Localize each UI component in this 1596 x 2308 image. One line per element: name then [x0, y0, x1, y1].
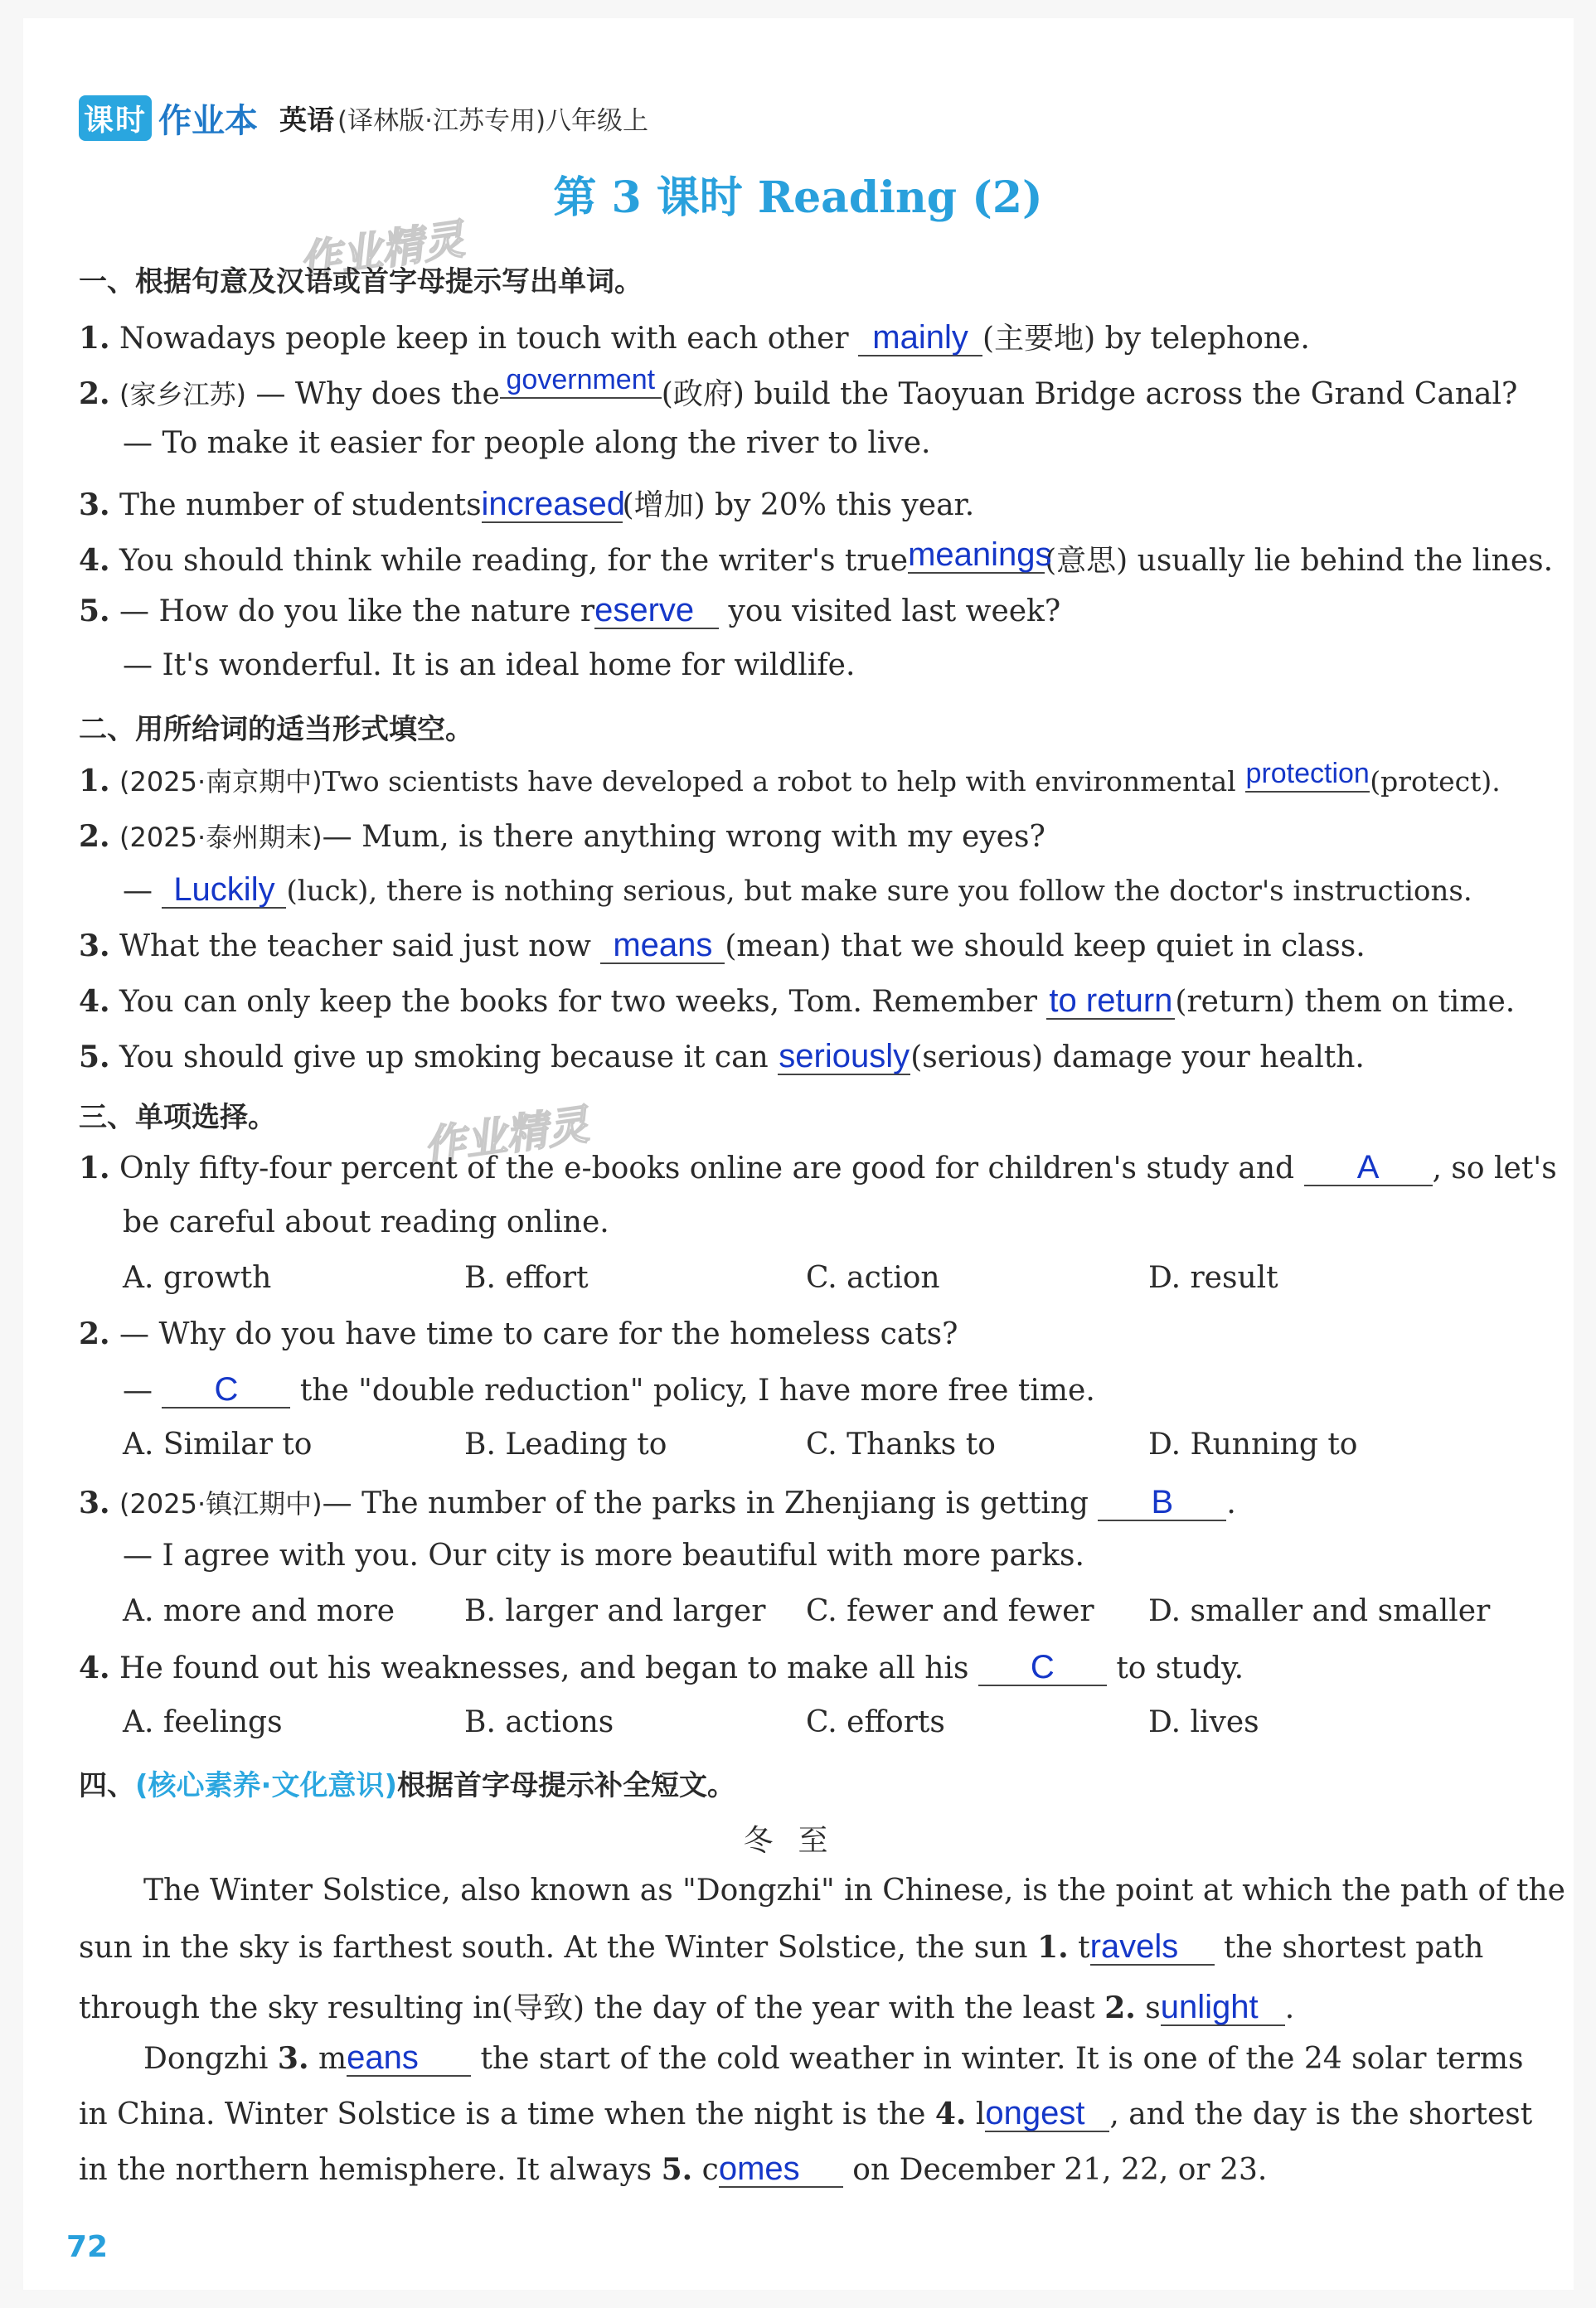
question-line: 3. (2025·镇江期中)— The number of the parks in Zhenjiang is getting B .: [79, 1484, 1236, 1520]
option[interactable]: D. result: [1148, 1261, 1278, 1295]
lesson-title: 第 3 课时 Reading (2): [553, 172, 1043, 223]
passage-line: through the sky resulting in(导致) the day of the year with the least 2. sunlight .: [79, 1989, 1295, 2025]
answer-blank: protection: [1245, 756, 1370, 793]
question-line: 2. — Why do you have time to care for the homeless cats?: [79, 1316, 958, 1351]
answer-blank: eserve: [594, 593, 719, 629]
question-line: — I agree with you. Our city is more beautiful with more parks.: [123, 1539, 1084, 1573]
section-title: 四、(核心素养·文化意识)根据首字母提示补全短文。: [79, 1769, 735, 1802]
header-edition: (译林版·江苏专用)八年级上: [337, 105, 649, 136]
answer-blank: omes: [719, 2151, 843, 2188]
answer-blank: B: [1098, 1485, 1226, 1521]
question-line: 4. He found out his weaknesses, and began to make all his C to study.: [79, 1649, 1244, 1685]
question-line: — C the "double reduction" policy, I have more free time.: [123, 1371, 1095, 1408]
question-line: — To make it easier for people along the river to live.: [123, 426, 931, 460]
answer-blank: government: [500, 362, 662, 399]
question-line: 3. What the teacher said just now means (mean) that we should keep quiet in class.: [79, 927, 1366, 963]
answer-blank: C: [978, 1650, 1107, 1686]
page-number: 72: [66, 2230, 109, 2264]
option[interactable]: B. actions: [464, 1705, 614, 1739]
watermark: 作业精灵: [296, 215, 468, 286]
option[interactable]: D. Running to: [1148, 1428, 1358, 1462]
option[interactable]: D. smaller and smaller: [1148, 1594, 1491, 1628]
answer-blank: meanings: [908, 536, 1052, 573]
option[interactable]: A. more and more: [123, 1594, 395, 1628]
answer-blank: to return: [1046, 983, 1175, 1020]
section-title: 一、根据句意及汉语或首字母提示写出单词。: [79, 265, 643, 298]
logo-mark: 课时: [79, 95, 152, 141]
option[interactable]: C. efforts: [806, 1705, 945, 1739]
question-line: — It's wonderful. It is an ideal home for wildlife.: [123, 648, 856, 682]
passage-line: in China. Winter Solstice is a time when the night is the 4. longest , and the day is the shortest: [79, 2095, 1533, 2131]
section-tag: (核心素养·文化意识): [135, 1769, 397, 1802]
passage-title: 冬至: [743, 1824, 853, 1858]
answer-blank: mainly: [858, 320, 982, 356]
answer-blank: ravels: [1090, 1929, 1215, 1966]
passage-line: The Winter Solstice, also known as "Dongzhi" in Chinese, is the point at which the path of the: [143, 1874, 1565, 1908]
question-line: 2. (家乡江苏) — Why does the government (政府) build the Taoyuan Bridge across the Grand Canal?: [79, 364, 1518, 411]
option[interactable]: B. Leading to: [464, 1428, 667, 1462]
logo: [79, 95, 258, 142]
option[interactable]: C. action: [806, 1261, 940, 1295]
logo-text: 作业本: [158, 101, 259, 140]
option[interactable]: D. lives: [1148, 1705, 1259, 1739]
answer-blank: Luckily: [162, 872, 286, 909]
question-line: 1. (2025·南京期中)Two scientists have developed a robot to help with environmental protection(protect).: [79, 758, 1501, 798]
answer-blank: means: [600, 928, 725, 964]
question-line: 1. Nowadays people keep in touch with each other mainly (主要地) by telephone.: [79, 319, 1310, 356]
question-line: 2. (2025·泰州期末)— Mum, is there anything wrong with my eyes?: [79, 819, 1045, 854]
watermark: 作业精灵: [420, 1100, 592, 1171]
passage-line: sun in the sky is farthest south. At the Winter Solstice, the sun 1. travels the shortest path: [79, 1928, 1484, 1965]
question-line: 1. Only fifty-four percent of the e-books online are good for children's study and A , so let's: [79, 1149, 1557, 1186]
question-line: 4. You should think while reading, for the writer's truemeanings(意思) usually lie behind the lines.: [79, 536, 1554, 578]
answer-blank: seriously: [779, 1038, 910, 1074]
answer-blank: ongest: [985, 2096, 1109, 2132]
option[interactable]: A. growth: [123, 1261, 272, 1295]
section-title: 二、用所给词的适当形式填空。: [79, 713, 473, 746]
section-title: 三、单项选择。: [79, 1101, 276, 1134]
option[interactable]: B. effort: [464, 1261, 589, 1295]
answer-blank: unlight: [1161, 1990, 1285, 2026]
question-line: 5. You should give up smoking because it can seriously(serious) damage your health.: [79, 1038, 1365, 1074]
question-line: — Luckily (luck), there is nothing serious, but make sure you follow the doctor's instructions.: [123, 871, 1472, 908]
answer-blank: increased: [481, 486, 625, 522]
option[interactable]: B. larger and larger: [464, 1594, 766, 1628]
passage-line: in the northern hemisphere. It always 5. comes on December 21, 22, or 23.: [79, 2150, 1268, 2187]
option[interactable]: C. Thanks to: [806, 1428, 996, 1462]
question-line: 4. You can only keep the books for two weeks, Tom. Remember to return(return) them on time.: [79, 982, 1516, 1019]
question-line: 3. The number of studentsincreased(增加) by 20% this year.: [79, 486, 975, 522]
passage-line: Dongzhi 3. means the start of the cold weather in winter. It is one of the 24 solar terms: [143, 2039, 1524, 2076]
header: [79, 93, 648, 143]
question-line: 5. — How do you like the nature reserve you visited last week?: [79, 592, 1061, 628]
answer-blank: A: [1304, 1150, 1433, 1186]
option[interactable]: A. Similar to: [123, 1428, 313, 1462]
option[interactable]: A. feelings: [123, 1705, 283, 1739]
header-subject: 英语: [279, 103, 335, 136]
question-line: be careful about reading online.: [123, 1205, 609, 1239]
answer-blank: C: [162, 1372, 290, 1409]
option[interactable]: C. fewer and fewer: [806, 1594, 1094, 1628]
answer-blank: eans: [347, 2040, 471, 2077]
